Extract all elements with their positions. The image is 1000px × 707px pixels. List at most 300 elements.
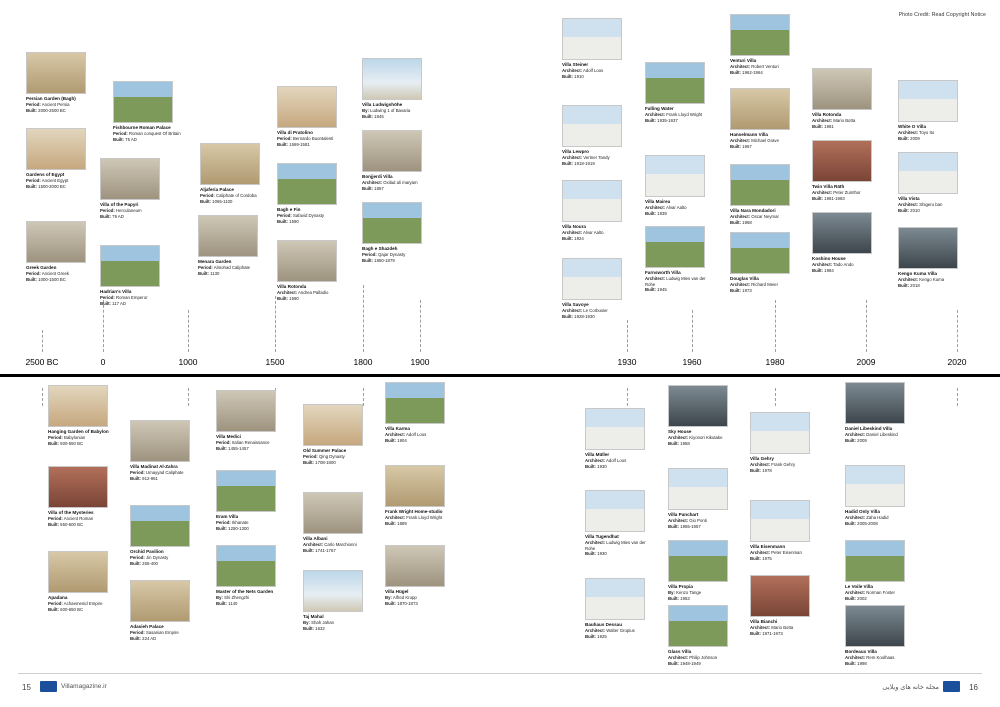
entry-thumbnail	[730, 164, 790, 206]
axis-guide-line	[957, 310, 958, 352]
entry-title: Villa Rotonda	[277, 284, 307, 289]
entry-title: Bonjjerdi Villa	[362, 174, 393, 179]
entry-title: Greek Garden	[26, 265, 57, 270]
entry-meta-line: Built: 1928-1930	[562, 313, 595, 319]
entry-meta-line: Architect: Ludwig Mies van der Rohe	[585, 539, 646, 551]
entry-title: Villa Gehry	[750, 456, 774, 461]
magazine-logo-icon	[40, 681, 57, 692]
axis-tick-label: 2020	[947, 357, 967, 367]
entry-meta-line: Built: 1930	[585, 463, 607, 469]
entry-meta-line: Built: 117 AD	[100, 300, 126, 306]
entry-title: Venturi Villa	[730, 58, 757, 63]
entry-title: Villa Rotonda	[812, 112, 842, 117]
timeline-entry	[113, 81, 183, 142]
entry-title: Bordeaux Villa	[845, 649, 877, 654]
entry-meta-line: Built: 1971-1973	[750, 630, 783, 636]
entry-thumbnail	[216, 545, 276, 587]
timeline-entry	[645, 155, 715, 216]
timeline-entry	[277, 240, 347, 301]
timeline-entry	[100, 245, 170, 306]
brand-right	[882, 681, 960, 692]
entry-meta-line: Architect: Adolf Loos	[385, 431, 427, 437]
entry-meta-line: Built: 1935-1937	[645, 117, 678, 123]
entry-thumbnail	[750, 575, 810, 617]
entry-thumbnail	[562, 258, 622, 300]
entry-meta-line: Architect: Kengo Kuma	[898, 276, 945, 282]
timeline-entry	[845, 605, 915, 666]
timeline-entry	[362, 130, 432, 191]
page-number-right: 16	[969, 683, 978, 692]
timeline-entry	[130, 505, 200, 566]
entry-thumbnail	[113, 81, 173, 123]
entry-thumbnail	[277, 240, 337, 282]
entry-title: Apadana	[48, 595, 68, 600]
entry-thumbnail	[645, 62, 705, 104]
entry-meta-line: Architect: Rem Koolhaas	[845, 654, 895, 660]
entry-meta-line: Period: Sasanian Empire	[130, 629, 179, 635]
entry-meta-line: Built: 1850-1879	[362, 257, 395, 263]
entry-meta-line: Period: Ancient Roman	[48, 515, 94, 521]
timeline-entry	[898, 227, 968, 288]
entry-meta-line: Architect: Ludwig Mies van der Rohe	[645, 275, 706, 287]
timeline-entry	[812, 212, 882, 273]
brand-left-label: Villamagazine.ir	[61, 683, 107, 690]
entry-meta-line: Period: Umayyad Caliphate	[130, 469, 184, 475]
timeline-entry	[645, 226, 715, 293]
entry-meta-line: Built: 1981	[812, 123, 834, 129]
timeline-entry	[730, 14, 800, 75]
entry-title: Eram Villa	[216, 514, 239, 519]
timeline-entry	[845, 465, 915, 526]
entry-title: Hanging Garden of Babylon	[48, 429, 109, 434]
entry-thumbnail	[48, 551, 108, 593]
timeline-entry	[562, 258, 632, 319]
timeline-entry	[385, 465, 455, 526]
timeline-entry	[48, 466, 118, 527]
axis-guide-line	[866, 300, 867, 352]
entry-thumbnail	[898, 80, 958, 122]
entry-meta-line: Built: 1968	[730, 219, 752, 225]
timeline-entry	[216, 390, 286, 451]
entry-title: Villa Mairea	[645, 199, 671, 204]
entry-thumbnail	[585, 578, 645, 620]
timeline-entry	[26, 221, 96, 282]
entry-title: Douglas Villa	[730, 276, 759, 281]
entry-title: Villa Hügel	[385, 589, 409, 594]
entry-meta-line: Built: 2009	[898, 135, 920, 141]
entry-title: Villa Lewpro	[562, 149, 589, 154]
entry-thumbnail	[668, 605, 728, 647]
timeline-entry	[562, 18, 632, 79]
timeline-entry	[812, 140, 882, 201]
entry-meta-line: Built: 75 AD	[113, 136, 137, 142]
entry-thumbnail	[668, 468, 728, 510]
entry-thumbnail	[26, 128, 86, 170]
entry-meta-line: Built: 1918-1919	[562, 160, 595, 166]
entry-meta-line: Built: 1590	[277, 218, 299, 224]
entry-title: Gardens of Egypt	[26, 172, 65, 177]
entry-thumbnail	[277, 86, 337, 128]
entry-title: Hanselmann Villa	[730, 132, 768, 137]
entry-title: Bagh e Fin	[277, 207, 301, 212]
entry-meta-line: Built: 224 AD	[130, 635, 157, 641]
entry-meta-line: Built: 2009	[845, 437, 867, 443]
entry-title: Villa Steiner	[562, 62, 589, 67]
entry-thumbnail	[730, 14, 790, 56]
entry-title: Villa Vista	[898, 196, 920, 201]
timeline-entry	[730, 88, 800, 149]
entry-meta-line: Built: 1981-1983	[812, 195, 845, 201]
page-number-left: 15	[22, 683, 31, 692]
entry-meta-line: By: Shah Jahan	[303, 619, 335, 625]
entry-thumbnail	[845, 605, 905, 647]
entry-thumbnail	[562, 105, 622, 147]
timeline-entry	[668, 385, 738, 446]
timeline-entry	[730, 232, 800, 293]
entry-title: Villa Eisenmann	[750, 544, 786, 549]
entry-meta-line: Built: 1000-1500 BC	[26, 276, 66, 282]
entry-title: Bauhaus Dessau	[585, 622, 623, 627]
entry-thumbnail	[48, 466, 108, 508]
entry-title: Villa Müller	[585, 452, 610, 457]
entry-meta-line: Period: Caliphate of Cordoba	[200, 192, 257, 198]
timeline-entry	[385, 382, 455, 443]
entry-meta-line: Architect: Tado Ando	[812, 261, 854, 267]
axis-tick-label: 2500 BC	[25, 357, 59, 367]
entry-meta-line: Built: 1975	[750, 555, 772, 561]
entry-meta-line: Period: Roman conquest Of Britain	[113, 130, 181, 136]
timeline-entry	[585, 578, 655, 639]
entry-title: Villa di Pratolino	[277, 130, 313, 135]
entry-meta-line: Built: 1939	[645, 210, 667, 216]
entry-thumbnail	[130, 580, 190, 622]
entry-meta-line: Architect: Andrea Palladio	[277, 289, 329, 295]
entry-thumbnail	[48, 385, 108, 427]
entry-meta-line: Built: 912-961	[130, 475, 158, 481]
entry-thumbnail	[645, 155, 705, 197]
entry-meta-line: Architect: Kiyonori Kikutake	[668, 434, 723, 440]
axis-guide-line	[188, 310, 189, 352]
axis-tick-label: 1960	[682, 357, 702, 367]
entry-meta-line: Period: Ancient Egypt	[26, 177, 69, 183]
entry-thumbnail	[130, 505, 190, 547]
timeline-entry	[198, 215, 268, 276]
timeline-entry	[200, 143, 270, 204]
timeline-entry	[730, 164, 800, 225]
axis-guide-line	[42, 388, 43, 406]
entry-meta-line: Built: 1632	[303, 625, 325, 631]
timeline-entry	[645, 62, 715, 123]
entry-meta-line: Period: Achaemenid Empire	[48, 600, 103, 606]
timeline-entry	[216, 545, 286, 606]
entry-title: Aljaferia Palace	[200, 187, 234, 192]
axis-tick-label: 0	[100, 357, 106, 367]
entry-title: Villa Propia	[668, 584, 693, 589]
axis-guide-line	[275, 296, 276, 352]
entry-meta-line: Built: 1889	[385, 520, 407, 526]
entry-meta-line: Built: 2005-2008	[845, 520, 878, 526]
timeline-entry	[750, 412, 820, 473]
entry-meta-line: Built: 1925	[585, 633, 607, 639]
axis-guide-line	[103, 300, 104, 352]
entry-meta-line: By: Alfred Krupp	[385, 594, 417, 600]
axis-guide-line	[188, 388, 189, 406]
entry-meta-line: Built: 1065-1100	[200, 198, 233, 204]
entry-meta-line: Built: 600-650 BC	[48, 606, 84, 612]
timeline-entry	[562, 105, 632, 166]
entry-meta-line: Period: Jin Dynasty	[130, 554, 169, 560]
entry-meta-line: Built: 1857	[362, 185, 384, 191]
entry-meta-line: Built: 1958	[668, 440, 690, 446]
entry-meta-line: Architect: Alvar Aalto	[562, 229, 604, 235]
entry-meta-line: Architect: Norman Foster	[845, 589, 895, 595]
axis-guide-line	[363, 285, 364, 352]
timeline-entry	[845, 540, 915, 601]
timeline-entry	[585, 490, 655, 557]
entry-meta-line: Built: 1955-1957	[668, 523, 701, 529]
axis-guide-line	[957, 388, 958, 406]
page-footer	[0, 673, 1000, 707]
entry-title: Le Voile Villa	[845, 584, 873, 589]
timeline-entry	[26, 128, 96, 189]
entry-thumbnail	[585, 490, 645, 532]
entry-thumbnail	[845, 465, 905, 507]
axis-tick-label: 1800	[353, 357, 373, 367]
timeline-entry	[668, 605, 738, 666]
entry-thumbnail	[216, 390, 276, 432]
entry-thumbnail	[303, 404, 363, 446]
entry-thumbnail	[562, 180, 622, 222]
timeline-entry	[277, 86, 347, 147]
entry-meta-line: Architect: Zaha Hadid	[845, 514, 889, 520]
entry-meta-line: Architect: Gio Ponti	[668, 517, 707, 523]
entry-meta-line: By: Shi Zhengzhi	[216, 594, 250, 600]
entry-title: Falling Water	[645, 106, 674, 111]
entry-title: Koshino House	[812, 256, 846, 261]
entry-title: Daniel Libeskind Villa	[845, 426, 893, 431]
entry-meta-line: Architect: Adolf Loos	[585, 457, 627, 463]
axis-tick-label: 1980	[765, 357, 785, 367]
entry-meta-line: Architect: Mario Botta	[750, 624, 794, 630]
timeline-entry	[385, 545, 455, 606]
entry-meta-line: Built: 1741-1767	[303, 547, 336, 553]
timeline-entry	[130, 580, 200, 641]
timeline-entry	[898, 152, 968, 213]
entry-meta-line: Period: Qajar Dynasty	[362, 251, 406, 257]
entry-meta-line: By: Kenzo Tange	[668, 589, 702, 595]
entry-title: Villa Panchart	[668, 512, 699, 517]
entry-meta-line: Architect: Adolf Loos	[562, 67, 604, 73]
entry-thumbnail	[385, 465, 445, 507]
entry-thumbnail	[668, 385, 728, 427]
brand-right-label: مجله خانه های ویلایی	[882, 683, 939, 691]
entry-meta-line: Built: 265-400	[130, 560, 158, 566]
entry-meta-line: Architect: Robert Venturi	[730, 63, 779, 69]
entry-meta-line: Built: 1569-1581	[277, 141, 310, 147]
timeline-entry	[100, 158, 170, 219]
entry-meta-line: Period: Italian Renaissance	[216, 439, 270, 445]
entry-title: Hadid Only Villa	[845, 509, 880, 514]
timeline-entry	[130, 420, 200, 481]
entry-meta-line: Built: 550-600 BC	[48, 521, 84, 527]
axis-guide-line	[627, 320, 628, 352]
entry-thumbnail	[130, 420, 190, 462]
entry-thumbnail	[845, 540, 905, 582]
entry-meta-line: Architect: Frank Lloyd Wright	[385, 514, 443, 520]
timeline-entry	[303, 492, 373, 553]
entry-thumbnail	[362, 58, 422, 100]
entry-meta-line: Built: 1904	[385, 437, 407, 443]
entry-title: Taj Mahal	[303, 614, 324, 619]
axis-guide-line	[775, 388, 776, 406]
entry-thumbnail	[26, 221, 86, 263]
entry-title: Villa of the Papyri	[100, 202, 139, 207]
entry-meta-line: Architect: Daniel Libeskind	[845, 431, 898, 437]
entry-meta-line: Built: 1130	[198, 270, 220, 276]
entry-meta-line: Architect: Michael Grave	[730, 137, 779, 143]
entry-thumbnail	[198, 215, 258, 257]
entry-meta-line: Period: Ikhanate	[216, 519, 249, 525]
brand-left	[40, 681, 107, 692]
axis-guide-line	[420, 300, 421, 352]
entry-title: Villa Noura	[562, 224, 586, 229]
entry-thumbnail	[898, 152, 958, 194]
entry-title: Glass Villa	[668, 649, 692, 654]
entry-title: Kengo Kuma Villa	[898, 271, 937, 276]
entry-thumbnail	[585, 408, 645, 450]
entry-meta-line: Period: Safavid Dynasty	[277, 212, 325, 218]
timeline-entry	[668, 468, 738, 529]
entry-thumbnail	[303, 492, 363, 534]
timeline-entry	[48, 551, 118, 612]
entry-meta-line: Architect: Walter Gropius	[585, 627, 635, 633]
axis-tick-label: 1930	[617, 357, 637, 367]
timeline-entry	[26, 52, 96, 113]
entry-meta-line: Built: 1708-1800	[303, 459, 336, 465]
entry-title: Sky House	[668, 429, 692, 434]
entry-meta-line: Period: Babylonian	[48, 434, 86, 440]
entry-title: Farnsworth Villa	[645, 270, 681, 275]
entry-thumbnail	[100, 158, 160, 200]
entry-thumbnail	[26, 52, 86, 94]
entry-meta-line: Architect: Oscar Neymar	[730, 213, 779, 219]
axis-tick-label: 1000	[178, 357, 198, 367]
entry-thumbnail	[898, 227, 958, 269]
entry-title: Twin Villa Räth	[812, 184, 845, 189]
entry-meta-line: Built: 1924	[562, 235, 584, 241]
entry-meta-line: Architect: Oxilad ali maryam	[362, 179, 418, 185]
entry-meta-line: Period: Bernardo Buontalenti	[277, 135, 334, 141]
entry-thumbnail	[277, 163, 337, 205]
entry-thumbnail	[812, 212, 872, 254]
photo-credit-note: Photo Credit: Read Copyright Notice	[898, 12, 986, 18]
entry-thumbnail	[303, 570, 363, 612]
entry-title: Fishbourne Roman Palace	[113, 125, 171, 130]
timeline-axis	[0, 352, 1000, 388]
timeline-entry	[750, 575, 820, 636]
timeline-entry	[216, 470, 286, 531]
timeline-entry	[48, 385, 118, 446]
entry-title: Villa Medici	[216, 434, 241, 439]
entry-meta-line: Built: 1140	[216, 600, 238, 606]
entry-meta-line: Built: 1973	[730, 287, 752, 293]
entry-thumbnail	[668, 540, 728, 582]
timeline-entry	[845, 382, 915, 443]
entry-thumbnail	[200, 143, 260, 185]
entry-meta-line: Built: 2018	[898, 282, 920, 288]
entry-meta-line: Built: 1870-1873	[385, 600, 418, 606]
entry-title: Adasieh Palace	[130, 624, 164, 629]
entry-meta-line: Architect: Peter Eisenman	[750, 549, 802, 555]
timeline-entry	[562, 180, 632, 241]
axis-guide-line	[42, 330, 43, 352]
axis-guide-line	[692, 310, 693, 352]
entry-meta-line: Architect: Vertner Tandy	[562, 154, 610, 160]
footer-divider	[18, 673, 982, 674]
entry-meta-line: Built: 1953	[668, 595, 690, 601]
entry-thumbnail	[730, 232, 790, 274]
entry-meta-line: Built: 79 AD	[100, 213, 124, 219]
axis-line	[0, 374, 1000, 377]
entry-meta-line: Built: 1984	[812, 267, 834, 273]
entry-meta-line: Architect: Shigeru ban	[898, 201, 943, 207]
entry-meta-line: Built: 1967	[730, 143, 752, 149]
entry-thumbnail	[216, 470, 276, 512]
entry-meta-line: Architect: Frank Lloyd Wright	[645, 111, 703, 117]
entry-title: Villa Albani	[303, 536, 328, 541]
timeline-entry	[303, 404, 373, 465]
entry-meta-line: Architect: Philip Johnson	[668, 654, 718, 660]
entry-thumbnail	[362, 202, 422, 244]
timeline-entry	[362, 202, 432, 263]
timeline-entry	[812, 68, 882, 129]
entry-meta-line: Built: 500-550 BC	[48, 440, 84, 446]
entry-meta-line: Period: Almohad Caliphate	[198, 264, 251, 270]
entry-title: Villa Ludwigshöhe	[362, 102, 403, 107]
entry-meta-line: Architect: Richard Meier	[730, 281, 779, 287]
entry-meta-line: Period: Herculaneum	[100, 207, 142, 213]
entry-meta-line: Period: Ancient Greek	[26, 270, 69, 276]
entry-title: Villa Madinat Al-Zahra	[130, 464, 178, 469]
entry-title: Menara Garden	[198, 259, 232, 264]
entry-thumbnail	[385, 545, 445, 587]
entry-meta-line: Built: 1500-2000 BC	[26, 183, 66, 189]
entry-thumbnail	[730, 88, 790, 130]
axis-guide-line	[775, 300, 776, 352]
axis-guide-line	[627, 388, 628, 406]
entry-thumbnail	[100, 245, 160, 287]
magazine-logo-icon-alt	[943, 681, 960, 692]
entry-title: Persian Garden (Bagh)	[26, 96, 76, 101]
entry-meta-line: Architect: Carlo Marchionni	[303, 541, 357, 547]
entry-thumbnail	[812, 68, 872, 110]
entry-thumbnail	[645, 226, 705, 268]
timeline-entry	[898, 80, 968, 141]
timeline-entry	[303, 570, 373, 631]
entry-meta-line: Built: 2002	[845, 595, 867, 601]
entry-title: Master of the Nets Garden	[216, 589, 274, 594]
entry-meta-line: Built: 1978	[750, 467, 772, 473]
timeline-entry	[750, 500, 820, 561]
axis-tick-label: 1900	[410, 357, 430, 367]
entry-thumbnail	[562, 18, 622, 60]
entry-meta-line: Architect: Peter Zumthor	[812, 189, 861, 195]
timeline-entry	[585, 408, 655, 469]
timeline-entry	[668, 540, 738, 601]
entry-title: Villa Bianchi	[750, 619, 778, 624]
entry-thumbnail	[812, 140, 872, 182]
entry-meta-line: Built: 1998	[845, 660, 867, 666]
